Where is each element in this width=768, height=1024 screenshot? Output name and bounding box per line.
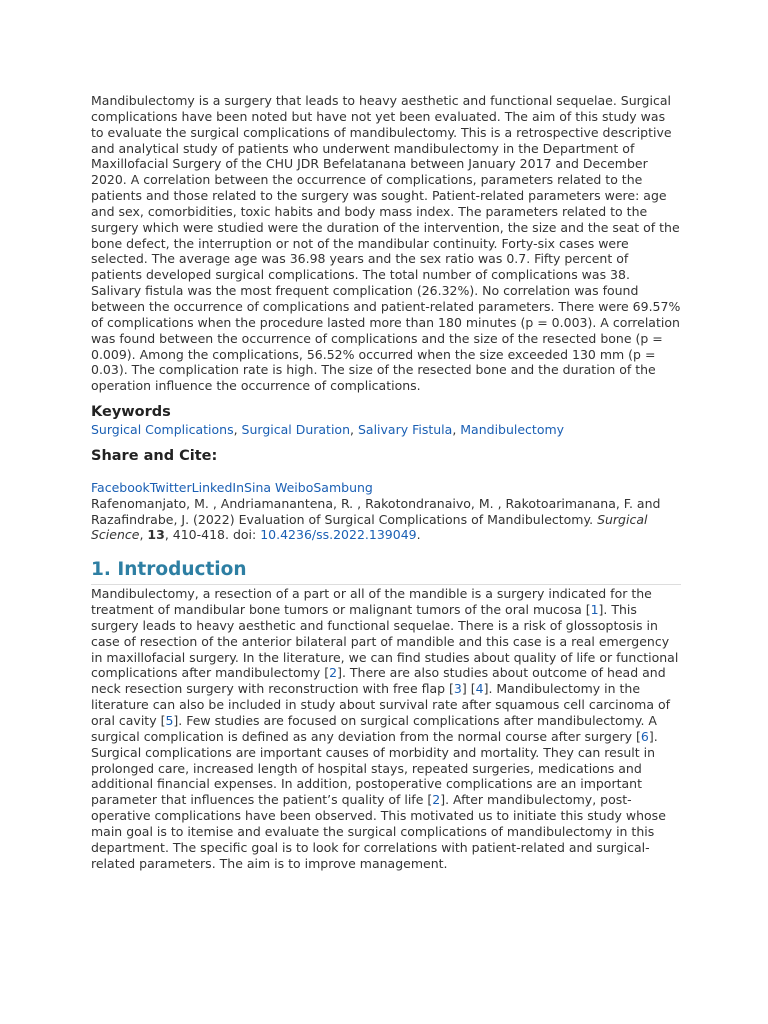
intro-text-run: ]. This surgery leads to heavy aesthetic and functional sequelae. There is a risk of glossoptosis in case of resection of the anterior bilateral part of mandible and this case is a real emergency in maxillofacial surgery. In the literature, we can find studies about quality of life or functional complications after mandibulectomy [ [91, 602, 679, 681]
keyword-separator: , [452, 422, 461, 438]
section-heading-introduction: 1. Introduction [91, 557, 681, 585]
citation [91, 496, 681, 544]
reference-link[interactable]: 4 [475, 681, 484, 697]
keyword-link[interactable]: Salivary Fistula [357, 422, 453, 438]
introduction-text [91, 586, 681, 871]
keyword-separator: , [233, 422, 242, 438]
citation-sep: , [139, 527, 148, 543]
share-link-linkedin[interactable]: LinkedIn [191, 479, 245, 495]
intro-text-run: ] [ [461, 681, 476, 697]
share-link-sambung[interactable]: Sambung [313, 479, 373, 495]
keyword-link[interactable]: Mandibulectomy [460, 422, 565, 438]
citation-pages: , 410-418. doi: [164, 527, 261, 543]
reference-link[interactable]: 3 [453, 681, 462, 697]
reference-link[interactable]: 5 [165, 713, 174, 728]
intro-text-run: Mandibulectomy, a resection of a part or all of the mandible is a surgery indicated for the treatment of mandibular bone tumors or malignant tumors of the oral mucosa [ [91, 586, 652, 618]
intro-text-run: ]. There are also studies about outcome of head and neck resection surgery with reconstruction with free flap [ [91, 665, 666, 697]
reference-link[interactable]: 1 [590, 602, 599, 618]
keywords-heading: Keywords [91, 404, 171, 421]
share-link-sina-weibo[interactable]: Sina Weibo [244, 479, 314, 495]
citation-volume: 13 [147, 527, 165, 543]
intro-text-run: ]. Few studies are focused on surgical complications after mandibulectomy. A surgical complication is defined as any deviation from the normal course after surgery [ [91, 713, 657, 744]
reference-link[interactable]: 2 [432, 792, 441, 808]
citation-authors: Rafenomanjato, M. , Andriamanantena, R. , Rakotondranaivo, M. , Rakotoarimanana, F. and Razafindrabe, J. (2022) Evaluation of Surgical Complications of Mandibulectomy. [91, 495, 661, 527]
share-cite-heading: Share and Cite: [91, 447, 218, 464]
share-link-facebook[interactable]: Facebook [91, 479, 150, 495]
article-content [91, 93, 681, 871]
intro-text-run: ]. Surgical complications are important causes of morbidity and mortality. They can result in prolonged care, increased length of hospital stays, repeated surgeries, medications and additional financial expenses. In addition, postoperative complications are an important parameter that influences the patient’s quality of life [ [91, 728, 658, 808]
intro-text-run: ]. Mandibulectomy in the literature can also be included in study about survival rate after squamous cell carcinoma of oral cavity [ [91, 681, 670, 728]
keyword-link[interactable]: Surgical Complications [91, 422, 234, 438]
citation-journal: Surgical Science [91, 511, 648, 543]
reference-link[interactable]: 2 [329, 665, 338, 681]
doi-link[interactable]: 10.4236/ss.2022.139049 [260, 527, 417, 543]
keyword-separator: , [350, 422, 358, 438]
keywords-list [91, 422, 681, 438]
intro-text-run: ]. After mandibulectomy, post-operative complications have been observed. This motivated us to initiate this study whose main goal is to itemise and evaluate the surgical complications of mandibulectomy in this department. The specific goal is to look for correlations with patient-related and surgical-related parameters. The aim is to improve management. [91, 792, 666, 871]
keyword-link[interactable]: Surgical Duration [241, 422, 351, 438]
share-link-twitter[interactable]: Twitter [149, 479, 192, 495]
share-links [91, 480, 681, 496]
reference-link[interactable]: 6 [640, 728, 649, 744]
abstract-text: Mandibulectomy is a surgery that leads to heavy aesthetic and functional sequelae. Surgical complications have been noted but have not yet been evaluated. The aim of this study was to evaluate the surgical complications of mandibulectomy. This is a retrospective descriptive and analytical study of patients who underwent mandibulectomy in the Department of Maxillofacial Surgery of the CHU JDR Befelatanana between January 2017 and December 2020. A correlation between the occurrence of complications, parameters related to the patients and those related to the surgery was sought. Patient-related parameters were: age and sex, comorbidities, toxic habits and body mass index. The parameters related to the surgery which were studied were the duration of the intervention, the size and the seat of the bone defect, the interruption or not of the mandibular continuity. Forty-six cases were selected. The average age was 36.98 years and the sex ratio was 0.7. Fifty percent of patients developed surgical complications. The total number of complications was 38. Salivary fistula was the most frequent complication (26.32%). No correlation was found between the occurrence of complications and patient-related parameters. There were 69.57% of complications when the procedure lasted more than 180 minutes (p = 0.003). A correlation was found between the occurrence of complications and the size of the resected bone (p = 0.009). Among the complications, 56.52% occurred when the size exceeded 130 mm (p = 0.03). The complication rate is high. The size of the resected bone and the duration of the operation influence the occurrence of complications. [91, 93, 681, 394]
citation-end: . [416, 527, 421, 543]
